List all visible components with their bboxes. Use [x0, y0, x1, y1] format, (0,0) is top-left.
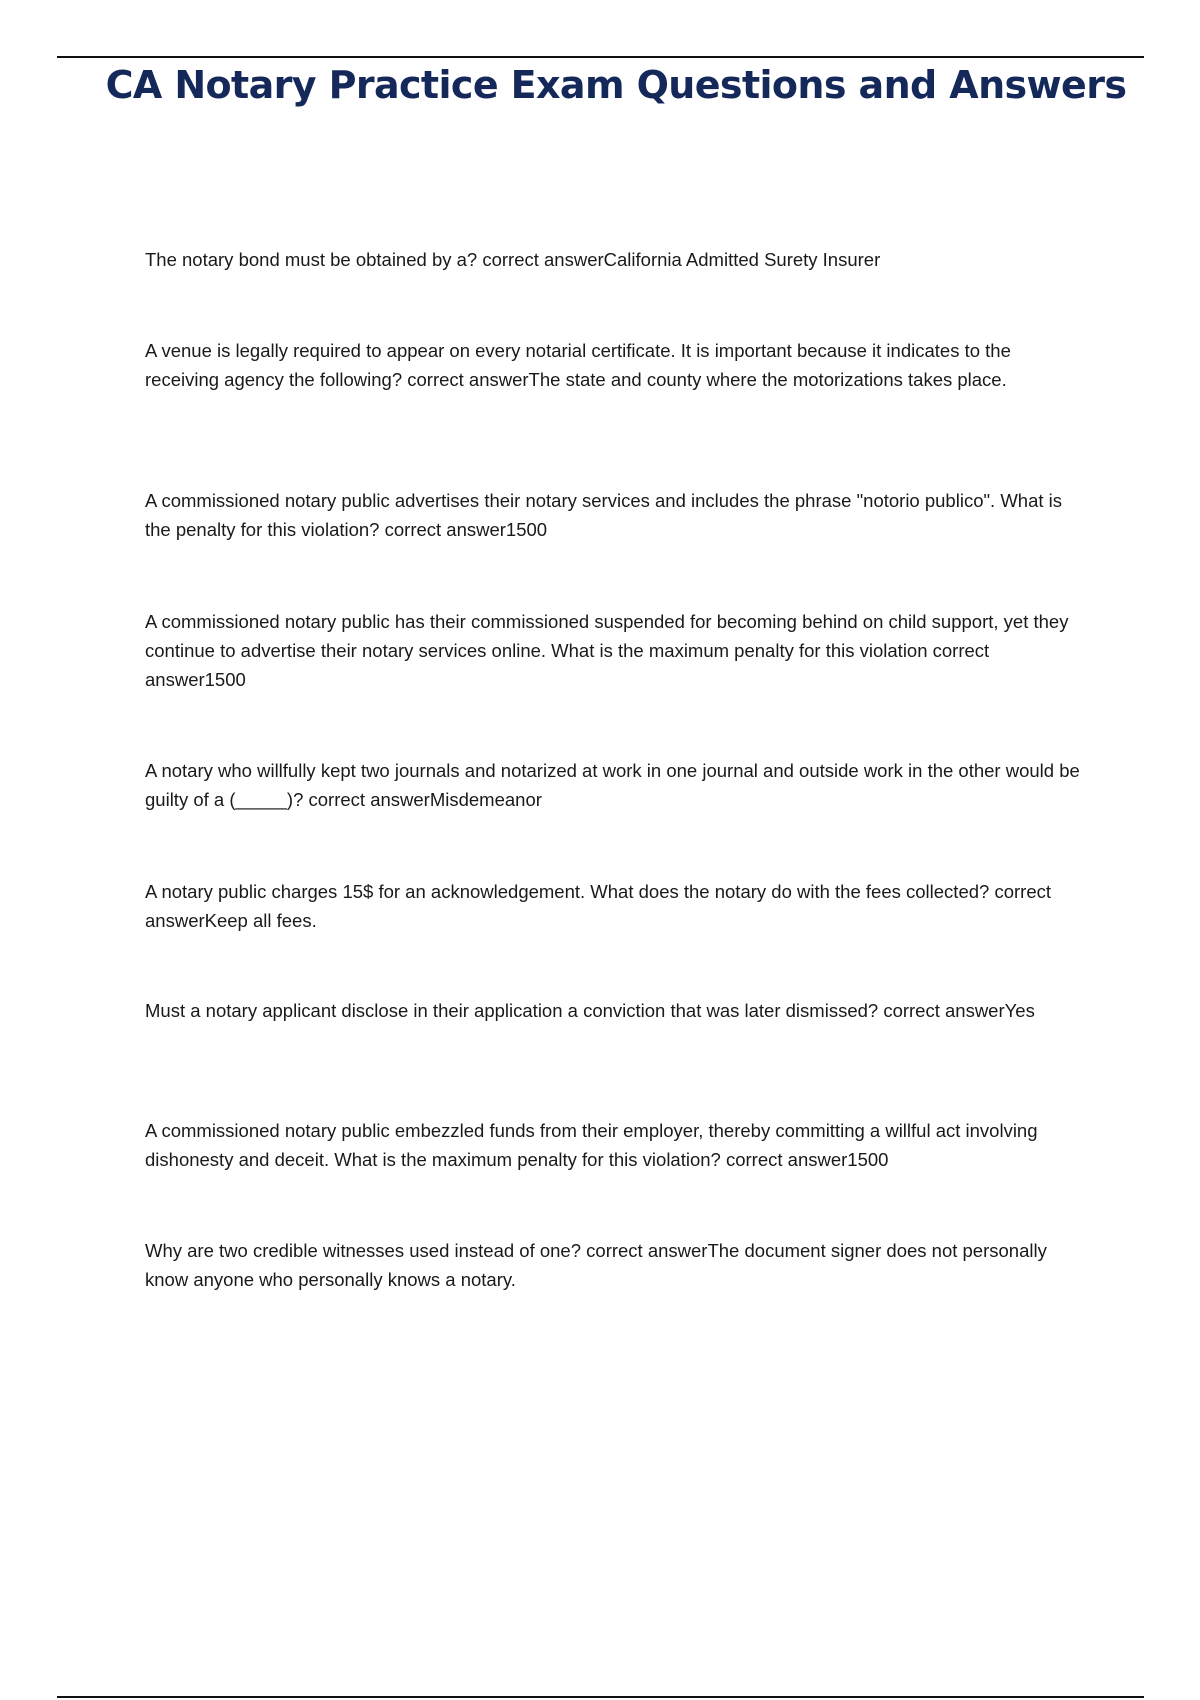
bottom-rule — [57, 1696, 1144, 1698]
qa-item-6: A notary public charges 15$ for an acknowledgement. What does the notary do with the fees collected? correct answerKeep all fees. — [145, 881, 1051, 931]
qa-item-5: A notary who willfully kept two journals and notarized at work in one journal and outside work in the other would be guilty of a (_____)? correct answerMisdemeanor — [145, 760, 1080, 810]
qa-item-3: A commissioned notary public advertises their notary services and includes the phrase "notorio publico". What is the penalty for this violation? correct answer1500 — [145, 490, 1063, 540]
qa-item-9: Why are two credible witnesses used instead of one? correct answerThe document signer does not personally know anyone who personally knows a notary. — [145, 1240, 1047, 1290]
page-title: CA Notary Practice Exam Questions and Answers — [105, 63, 1127, 107]
qa-item-4: A commissioned notary public has their commissioned suspended for becoming behind on child support, yet they continue to advertise their notary services online. What is the maximum penalty for this violation correct answer1500 — [145, 611, 1069, 690]
qa-item-2: A venue is legally required to appear on every notarial certificate. It is important because it indicates to the receiving agency the following? correct answerThe state and county where the motorizations takes place. — [145, 340, 1011, 390]
qa-item-8: A commissioned notary public embezzled funds from their employer, thereby committing a willful act involving dishonesty and deceit. What is the maximum penalty for this violation? correct answer1500 — [145, 1120, 1038, 1170]
qa-item-7: Must a notary applicant disclose in their application a conviction that was later dismissed? correct answerYes — [145, 1000, 1035, 1021]
qa-item-1: The notary bond must be obtained by a? correct answerCalifornia Admitted Surety Insurer — [145, 249, 881, 270]
